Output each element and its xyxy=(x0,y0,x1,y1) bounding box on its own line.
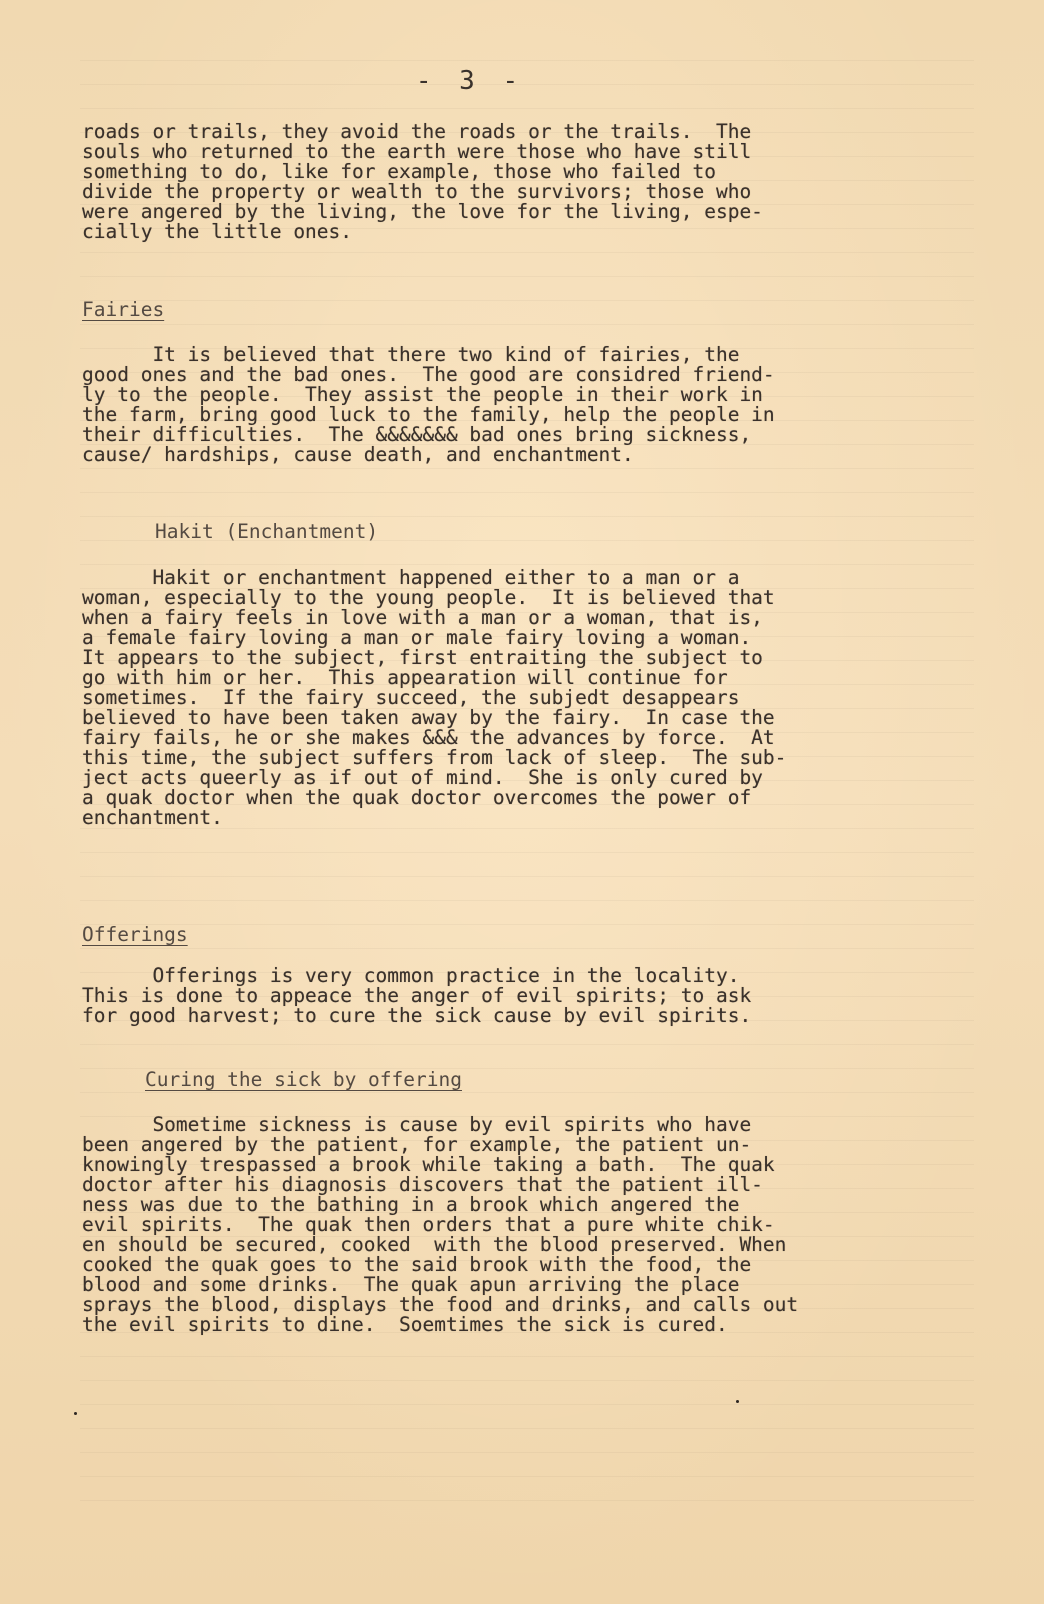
offerings-heading: Offerings xyxy=(82,923,188,946)
ink-speck xyxy=(74,1412,77,1415)
page-number: - 3 - xyxy=(415,66,525,96)
intro-paragraph: roads or trails, they avoid the roads or the trails. The souls who returned to the earth were those who have still something to do, like for example, those who failed to divide the property or wealth to the survivors; those who were angered by the living, the love for the living, espe- cially the little ones. xyxy=(82,120,763,243)
ink-speck xyxy=(736,1400,739,1403)
offerings-paragraph: Offerings is very common practice in the locality. This is done to appeace the anger of evil spirits; to ask for good harvest; to cure the sick cause by evil spirits. xyxy=(82,964,752,1027)
hakit-heading: Hakit (Enchantment) xyxy=(155,520,379,543)
hakit-paragraph: Hakit or enchantment happened either to a man or a woman, especially to the young people. It is believed that when a fairy feels in love with a man or a woman, that is, a female fairy loving a man or male fairy loving a woman. It appears to the subject, first entraiting the subject to go with him or her. This appearation will continue for sometimes. If the fairy succeed, the subjedt desappears believed to have been taken away by the fairy. In case the fairy fails, he or she makes &&& the advances by force. At this time, the subject suffers from lack of sleep. The sub- ject acts queerly as if out of mind. She is only cured by a quak doctor when the quak doctor overcomes the power of enchantment. xyxy=(82,566,787,829)
fairies-heading: Fairies xyxy=(82,298,165,321)
curing-paragraph: Sometime sickness is cause by evil spirits who have been angered by the patient, for example, the patient un- knowingly trespassed a brook while taking a bath. The quak doctor after his diagnosis discovers that the patient ill- ness was due to the bathing in a brook which angered the evil spirits. The quak then orders that a pure white chik- en should be secured, cooked with the blood preserved. When cooked the quak goes to the said brook with the food, the blood and some drinks. The quak apun arriving the place sprays the blood, displays the food and drinks, and calls out the evil spirits to dine. Soemtimes the sick is cured. xyxy=(82,1113,799,1336)
curing-heading: Curing the sick by offering xyxy=(145,1068,462,1091)
fairies-paragraph: It is believed that there two kind of fairies, the good ones and the bad ones. The good are considred friend- ly to the people. They assist the people in their work in the farm, bring good luck to the family, help the people in their difficulties. The &&&&&&& bad ones bring sickness, cause/ hardships, cause death, and enchantment. xyxy=(82,343,775,466)
